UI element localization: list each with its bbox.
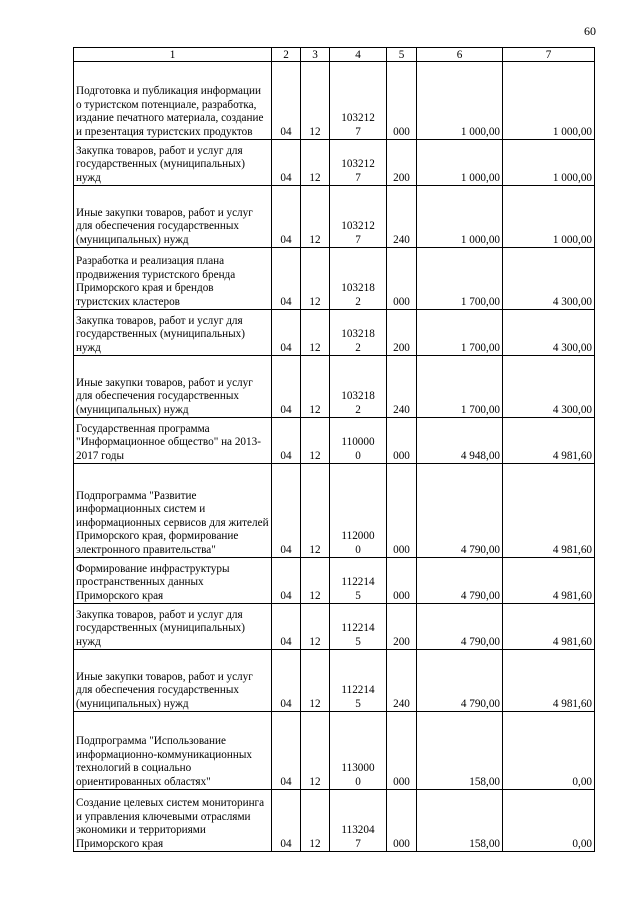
expense-type-cell: 000 — [387, 712, 417, 790]
target-article-line-2: 2 — [355, 295, 361, 308]
row-name-cell: Создание целевых систем мониторинга и управления ключевыми отраслями экономики и территориями Приморского края — [74, 790, 272, 852]
subsection-code-cell: 12 — [301, 356, 330, 418]
section-code-cell: 04 — [272, 650, 301, 712]
section-code-cell: 04 — [272, 418, 301, 464]
table-row — [74, 310, 595, 356]
subsection-code-cell: 12 — [301, 790, 330, 852]
subsection-code-cell: 12 — [301, 464, 330, 558]
amount-year-1-cell: 158,00 — [417, 712, 503, 790]
target-article-line-1: 113204 — [341, 824, 375, 836]
amount-year-2-cell: 4 981,60 — [503, 464, 595, 558]
amount-year-2-cell: 4 300,00 — [503, 356, 595, 418]
table-header — [74, 48, 595, 62]
target-article-line-2: 5 — [355, 697, 361, 710]
table-row — [74, 558, 595, 604]
amount-year-2-cell: 1 000,00 — [503, 186, 595, 248]
target-article-line-2: 0 — [355, 543, 361, 556]
row-name-cell: Закупка товаров, работ и услуг для государственных (муниципальных) нужд — [74, 604, 272, 650]
table-row — [74, 712, 595, 790]
amount-year-1-cell: 4 790,00 — [417, 464, 503, 558]
section-code-cell: 04 — [272, 356, 301, 418]
target-article-line-1: 112214 — [341, 576, 375, 588]
target-article-line-1: 103212 — [341, 220, 375, 232]
subsection-code-cell: 12 — [301, 712, 330, 790]
table-row — [74, 604, 595, 650]
amount-year-1-cell: 1 700,00 — [417, 248, 503, 310]
subsection-code-cell: 12 — [301, 418, 330, 464]
amount-year-2-cell: 4 981,60 — [503, 604, 595, 650]
target-article-line-1: 113000 — [341, 762, 375, 774]
amount-year-2-cell: 4 300,00 — [503, 248, 595, 310]
target-article-line-2: 2 — [355, 341, 361, 354]
target-article-line-2: 0 — [355, 775, 361, 788]
row-name-cell: Подготовка и публикация информации о туристском потенциале, разработка, издание печатного материала, создание и презентация туристских продуктов — [74, 62, 272, 140]
row-name-cell: Формирование инфраструктуры пространственных данных Приморского края — [74, 558, 272, 604]
amount-year-1-cell: 1 000,00 — [417, 62, 503, 140]
expense-type-cell: 200 — [387, 604, 417, 650]
row-name-cell: Разработка и реализация плана продвижения туристского бренда Приморского края и брендов туристских кластеров — [74, 248, 272, 310]
section-code-cell: 04 — [272, 140, 301, 186]
section-code-cell: 04 — [272, 186, 301, 248]
target-article-line-1: 112214 — [341, 622, 375, 634]
table-row — [74, 248, 595, 310]
row-name-cell: Государственная программа "Информационное общество" на 2013-2017 годы — [74, 418, 272, 464]
section-code-cell: 04 — [272, 558, 301, 604]
header-cell-5: 5 — [387, 48, 417, 62]
section-code-cell: 04 — [272, 790, 301, 852]
target-article-cell — [330, 140, 387, 186]
budget-table — [73, 47, 595, 852]
header-cell-1: 1 — [74, 48, 272, 62]
header-cell-4: 4 — [330, 48, 387, 62]
expense-type-cell: 240 — [387, 186, 417, 248]
target-article-cell — [330, 62, 387, 140]
target-article-line-1: 103212 — [341, 158, 375, 170]
row-name-cell: Закупка товаров, работ и услуг для государственных (муниципальных) нужд — [74, 310, 272, 356]
target-article-line-1: 110000 — [341, 436, 375, 448]
table-row — [74, 62, 595, 140]
target-article-line-1: 103218 — [341, 282, 375, 294]
section-code-cell: 04 — [272, 310, 301, 356]
expense-type-cell: 200 — [387, 140, 417, 186]
expense-type-cell: 200 — [387, 310, 417, 356]
expense-type-cell: 240 — [387, 356, 417, 418]
amount-year-2-cell: 0,00 — [503, 712, 595, 790]
target-article-cell — [330, 790, 387, 852]
header-cell-3: 3 — [301, 48, 330, 62]
target-article-line-2: 0 — [355, 449, 361, 462]
table-row — [74, 464, 595, 558]
subsection-code-cell: 12 — [301, 186, 330, 248]
target-article-line-2: 7 — [355, 171, 361, 184]
target-article-cell — [330, 464, 387, 558]
target-article-line-2: 7 — [355, 837, 361, 850]
subsection-code-cell: 12 — [301, 604, 330, 650]
amount-year-2-cell: 4 981,60 — [503, 650, 595, 712]
row-name-cell: Подпрограмма "Развитие информационных систем и информационных сервисов для жителей Приморского края, формирование электронного правительства" — [74, 464, 272, 558]
amount-year-2-cell: 1 000,00 — [503, 62, 595, 140]
header-cell-6: 6 — [417, 48, 503, 62]
target-article-cell — [330, 356, 387, 418]
target-article-line-1: 112214 — [341, 684, 375, 696]
section-code-cell: 04 — [272, 62, 301, 140]
target-article-cell — [330, 418, 387, 464]
amount-year-1-cell: 1 000,00 — [417, 140, 503, 186]
amount-year-2-cell: 4 981,60 — [503, 558, 595, 604]
amount-year-1-cell: 1 700,00 — [417, 356, 503, 418]
amount-year-1-cell: 4 790,00 — [417, 650, 503, 712]
subsection-code-cell: 12 — [301, 248, 330, 310]
subsection-code-cell: 12 — [301, 310, 330, 356]
amount-year-2-cell: 4 981,60 — [503, 418, 595, 464]
target-article-line-2: 7 — [355, 233, 361, 246]
target-article-cell — [330, 650, 387, 712]
table-row — [74, 186, 595, 248]
row-name-cell: Подпрограмма "Использование информационно-коммуникационных технологий в социально ориентированных областях" — [74, 712, 272, 790]
expense-type-cell: 240 — [387, 650, 417, 712]
target-article-line-1: 103218 — [341, 390, 375, 402]
amount-year-1-cell: 158,00 — [417, 790, 503, 852]
target-article-line-2: 5 — [355, 589, 361, 602]
header-cell-2: 2 — [272, 48, 301, 62]
target-article-cell — [330, 712, 387, 790]
amount-year-1-cell: 1 700,00 — [417, 310, 503, 356]
section-code-cell: 04 — [272, 712, 301, 790]
expense-type-cell: 000 — [387, 248, 417, 310]
section-code-cell: 04 — [272, 464, 301, 558]
expense-type-cell: 000 — [387, 464, 417, 558]
row-name-cell: Закупка товаров, работ и услуг для государственных (муниципальных) нужд — [74, 140, 272, 186]
target-article-cell — [330, 186, 387, 248]
target-article-cell — [330, 310, 387, 356]
table-row — [74, 140, 595, 186]
amount-year-1-cell: 1 000,00 — [417, 186, 503, 248]
target-article-line-2: 2 — [355, 403, 361, 416]
row-name-cell: Иные закупки товаров, работ и услуг для обеспечения государственных (муниципальных) нужд — [74, 356, 272, 418]
table-body — [74, 62, 595, 852]
row-name-cell: Иные закупки товаров, работ и услуг для обеспечения государственных (муниципальных) нужд — [74, 650, 272, 712]
row-name-cell: Иные закупки товаров, работ и услуг для обеспечения государственных (муниципальных) нужд — [74, 186, 272, 248]
expense-type-cell: 000 — [387, 418, 417, 464]
target-article-cell — [330, 604, 387, 650]
subsection-code-cell: 12 — [301, 62, 330, 140]
table-row — [74, 356, 595, 418]
target-article-line-1: 112000 — [341, 530, 375, 542]
header-row — [74, 48, 595, 62]
amount-year-2-cell: 4 300,00 — [503, 310, 595, 356]
target-article-line-1: 103212 — [341, 112, 375, 124]
section-code-cell: 04 — [272, 604, 301, 650]
amount-year-2-cell: 1 000,00 — [503, 140, 595, 186]
page-number: 60 — [584, 24, 596, 38]
target-article-line-2: 7 — [355, 125, 361, 138]
target-article-cell — [330, 248, 387, 310]
expense-type-cell: 000 — [387, 558, 417, 604]
amount-year-1-cell: 4 790,00 — [417, 558, 503, 604]
amount-year-1-cell: 4 790,00 — [417, 604, 503, 650]
subsection-code-cell: 12 — [301, 140, 330, 186]
target-article-line-2: 5 — [355, 635, 361, 648]
section-code-cell: 04 — [272, 248, 301, 310]
table-row — [74, 650, 595, 712]
table-row — [74, 418, 595, 464]
target-article-line-1: 103218 — [341, 328, 375, 340]
amount-year-1-cell: 4 948,00 — [417, 418, 503, 464]
target-article-cell — [330, 558, 387, 604]
subsection-code-cell: 12 — [301, 558, 330, 604]
header-cell-7: 7 — [503, 48, 595, 62]
expense-type-cell: 000 — [387, 62, 417, 140]
expense-type-cell: 000 — [387, 790, 417, 852]
amount-year-2-cell: 0,00 — [503, 790, 595, 852]
table-row — [74, 790, 595, 852]
subsection-code-cell: 12 — [301, 650, 330, 712]
